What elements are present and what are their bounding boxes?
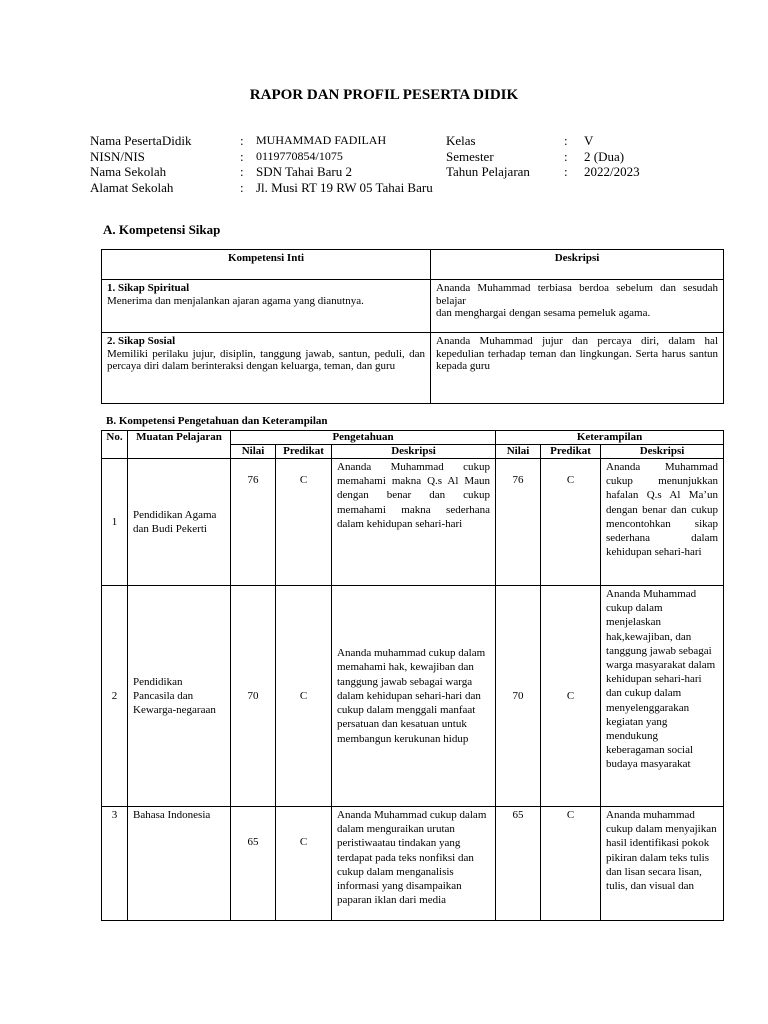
table-row <box>102 459 724 586</box>
colon: : <box>240 179 244 195</box>
identity-row-nama <box>90 133 690 149</box>
desc-cell <box>431 280 724 333</box>
header-muatan: Muatan Pelajaran <box>128 431 231 459</box>
k-deskripsi: Ananda muhammad cukup dalam menyajikan hasil identifikasi pokok pikiran dalam teks tulis dan lisan secara lisan, tulis, dan visual dan <box>601 807 724 921</box>
sekolah-value: SDN Tahai Baru 2 <box>256 164 352 179</box>
kelas-value: V <box>584 133 594 148</box>
k-predikat: C <box>541 807 601 921</box>
header-k-nilai: Nilai <box>496 445 541 459</box>
row-no: 1 <box>102 459 128 586</box>
desc-text: Ananda Muhammad jujur dan percaya diri, dalam hal kepedulian terhadap teman dan lingkungan. Serta harus santun kepada guru <box>436 335 718 372</box>
alamat-label: Alamat Sekolah <box>90 179 174 195</box>
colon: : <box>564 133 568 148</box>
section-a-heading: A. Kompetensi Sikap <box>103 222 221 237</box>
p-predikat: C <box>276 459 332 586</box>
colon: : <box>240 148 244 164</box>
sekolah-label: Nama Sekolah <box>90 164 167 179</box>
tahun-label: Tahun Pelajaran <box>446 164 530 179</box>
row-no: 3 <box>102 807 128 921</box>
header-kompetensi-inti: Kompetensi Inti <box>102 250 431 280</box>
p-nilai: 70 <box>231 586 276 807</box>
p-predikat: C <box>276 586 332 807</box>
header-deskripsi: Deskripsi <box>431 250 724 280</box>
kompetensi-pengetahuan-table <box>101 430 724 921</box>
k-deskripsi: Ananda Muhammad cukup dalam menjelaskan hak,kewajiban, dan tanggung jawab sebagai warga masyarakat dalam kehidupan sehari-hari dan cukup dalam menyelenggarakan kegiatan yang mendukung keberagaman social budaya masyarakat <box>601 586 724 807</box>
kompetensi-sikap-table <box>101 249 724 404</box>
nama-value: MUHAMMAD FADILAH <box>256 133 387 147</box>
colon: : <box>564 164 568 179</box>
p-deskripsi: Ananda muhammad cukup dalam memahami hak, kewajiban dan tanggung jawab sebagai warga dalam kehidupan sehari-hari dan cukup dalam menggali manfaat persatuan dan kesatuan untuk membangun kerukunan hidup <box>332 586 496 807</box>
table-row <box>102 333 724 404</box>
semester-label: Semester <box>446 148 494 164</box>
p-deskripsi: Ananda Muhammad cukup dalam dalam menguraikan urutan peristiwaatau tindakan yang terdapat pada teks nonfiksi dan cukup dalam menganalisis informasi yang disampaikan paparan iklan dari media <box>332 807 496 921</box>
student-identity <box>90 133 690 195</box>
header-no: No. <box>102 431 128 459</box>
p-predikat: C <box>276 807 332 921</box>
p-deskripsi: Ananda Muhammad cukup memahami makna Q.s Al Maun dengan benar dan cukup memahami makna sederhana dalam kehidupan sehari-hari <box>332 459 496 586</box>
p-nilai: 65 <box>231 807 276 921</box>
tahun-value: 2022/2023 <box>584 164 640 179</box>
table-row <box>102 280 724 333</box>
nama-label: Nama PesertaDidik <box>90 133 192 148</box>
ki-title: 1. Sikap Spiritual <box>107 282 190 294</box>
nisn-value: 0119770854/1075 <box>256 148 343 163</box>
ki-title: 2. Sikap Sosial <box>107 335 176 347</box>
kelas-label: Kelas <box>446 133 476 148</box>
ki-cell <box>102 333 431 404</box>
k-deskripsi: Ananda Muhammad cukup menunjukkan hafalan Q.s Al Ma’un dengan benar dan cukup mencontohkan sikap sederhana dalam kehidupan sehari-hari <box>601 459 724 586</box>
k-nilai: 65 <box>496 807 541 921</box>
row-no: 2 <box>102 586 128 807</box>
p-nilai: 76 <box>231 459 276 586</box>
ki-text: Menerima dan menjalankan ajaran agama yang dianutnya. <box>107 294 364 307</box>
table-header-row <box>102 250 724 280</box>
page-title: RAPOR DAN PROFIL PESERTA DIDIK <box>249 87 519 103</box>
header-k-predikat: Predikat <box>541 445 601 459</box>
identity-row-sekolah <box>90 164 690 180</box>
header-pengetahuan: Pengetahuan <box>231 431 496 445</box>
identity-row-nisn <box>90 149 690 165</box>
table-header-row <box>102 431 724 445</box>
header-p-predikat: Predikat <box>276 445 332 459</box>
k-predikat: C <box>541 459 601 586</box>
ki-text: Memiliki perilaku jujur, disiplin, tanggung jawab, santun, peduli, dan percaya diri dalam berinteraksi dengan keluarga, teman, dan guru <box>107 347 425 372</box>
alamat-value: Jl. Musi RT 19 RW 05 Tahai Baru <box>256 179 433 195</box>
row-subject: Pendidikan Pancasila dan Kewarga-negaraan <box>128 586 231 807</box>
colon: : <box>240 133 244 148</box>
k-nilai: 76 <box>496 459 541 586</box>
k-nilai: 70 <box>496 586 541 807</box>
desc-text: dan menghargai dengan sesama pemeluk agama. <box>436 307 651 319</box>
colon: : <box>240 164 244 179</box>
nisn-label: NISN/NIS <box>90 148 145 164</box>
colon: : <box>564 148 568 164</box>
table-row <box>102 807 724 921</box>
k-predikat: C <box>541 586 601 807</box>
row-subject: Bahasa Indonesia <box>128 807 231 921</box>
row-subject: Pendidikan Agama dan Budi Pekerti <box>128 459 231 586</box>
identity-row-alamat <box>90 180 690 196</box>
table-row <box>102 586 724 807</box>
semester-value: 2 (Dua) <box>584 148 625 164</box>
ki-cell <box>102 280 431 333</box>
header-p-deskripsi: Deskripsi <box>332 445 496 459</box>
desc-cell <box>431 333 724 404</box>
section-b-heading: B. Kompetensi Pengetahuan dan Keterampilan <box>106 415 328 427</box>
header-keterampilan: Keterampilan <box>496 431 724 445</box>
header-p-nilai: Nilai <box>231 445 276 459</box>
desc-text: Ananda Muhammad terbiasa berdoa sebelum dan sesudah belajar <box>436 282 718 307</box>
header-k-deskripsi: Deskripsi <box>601 445 724 459</box>
